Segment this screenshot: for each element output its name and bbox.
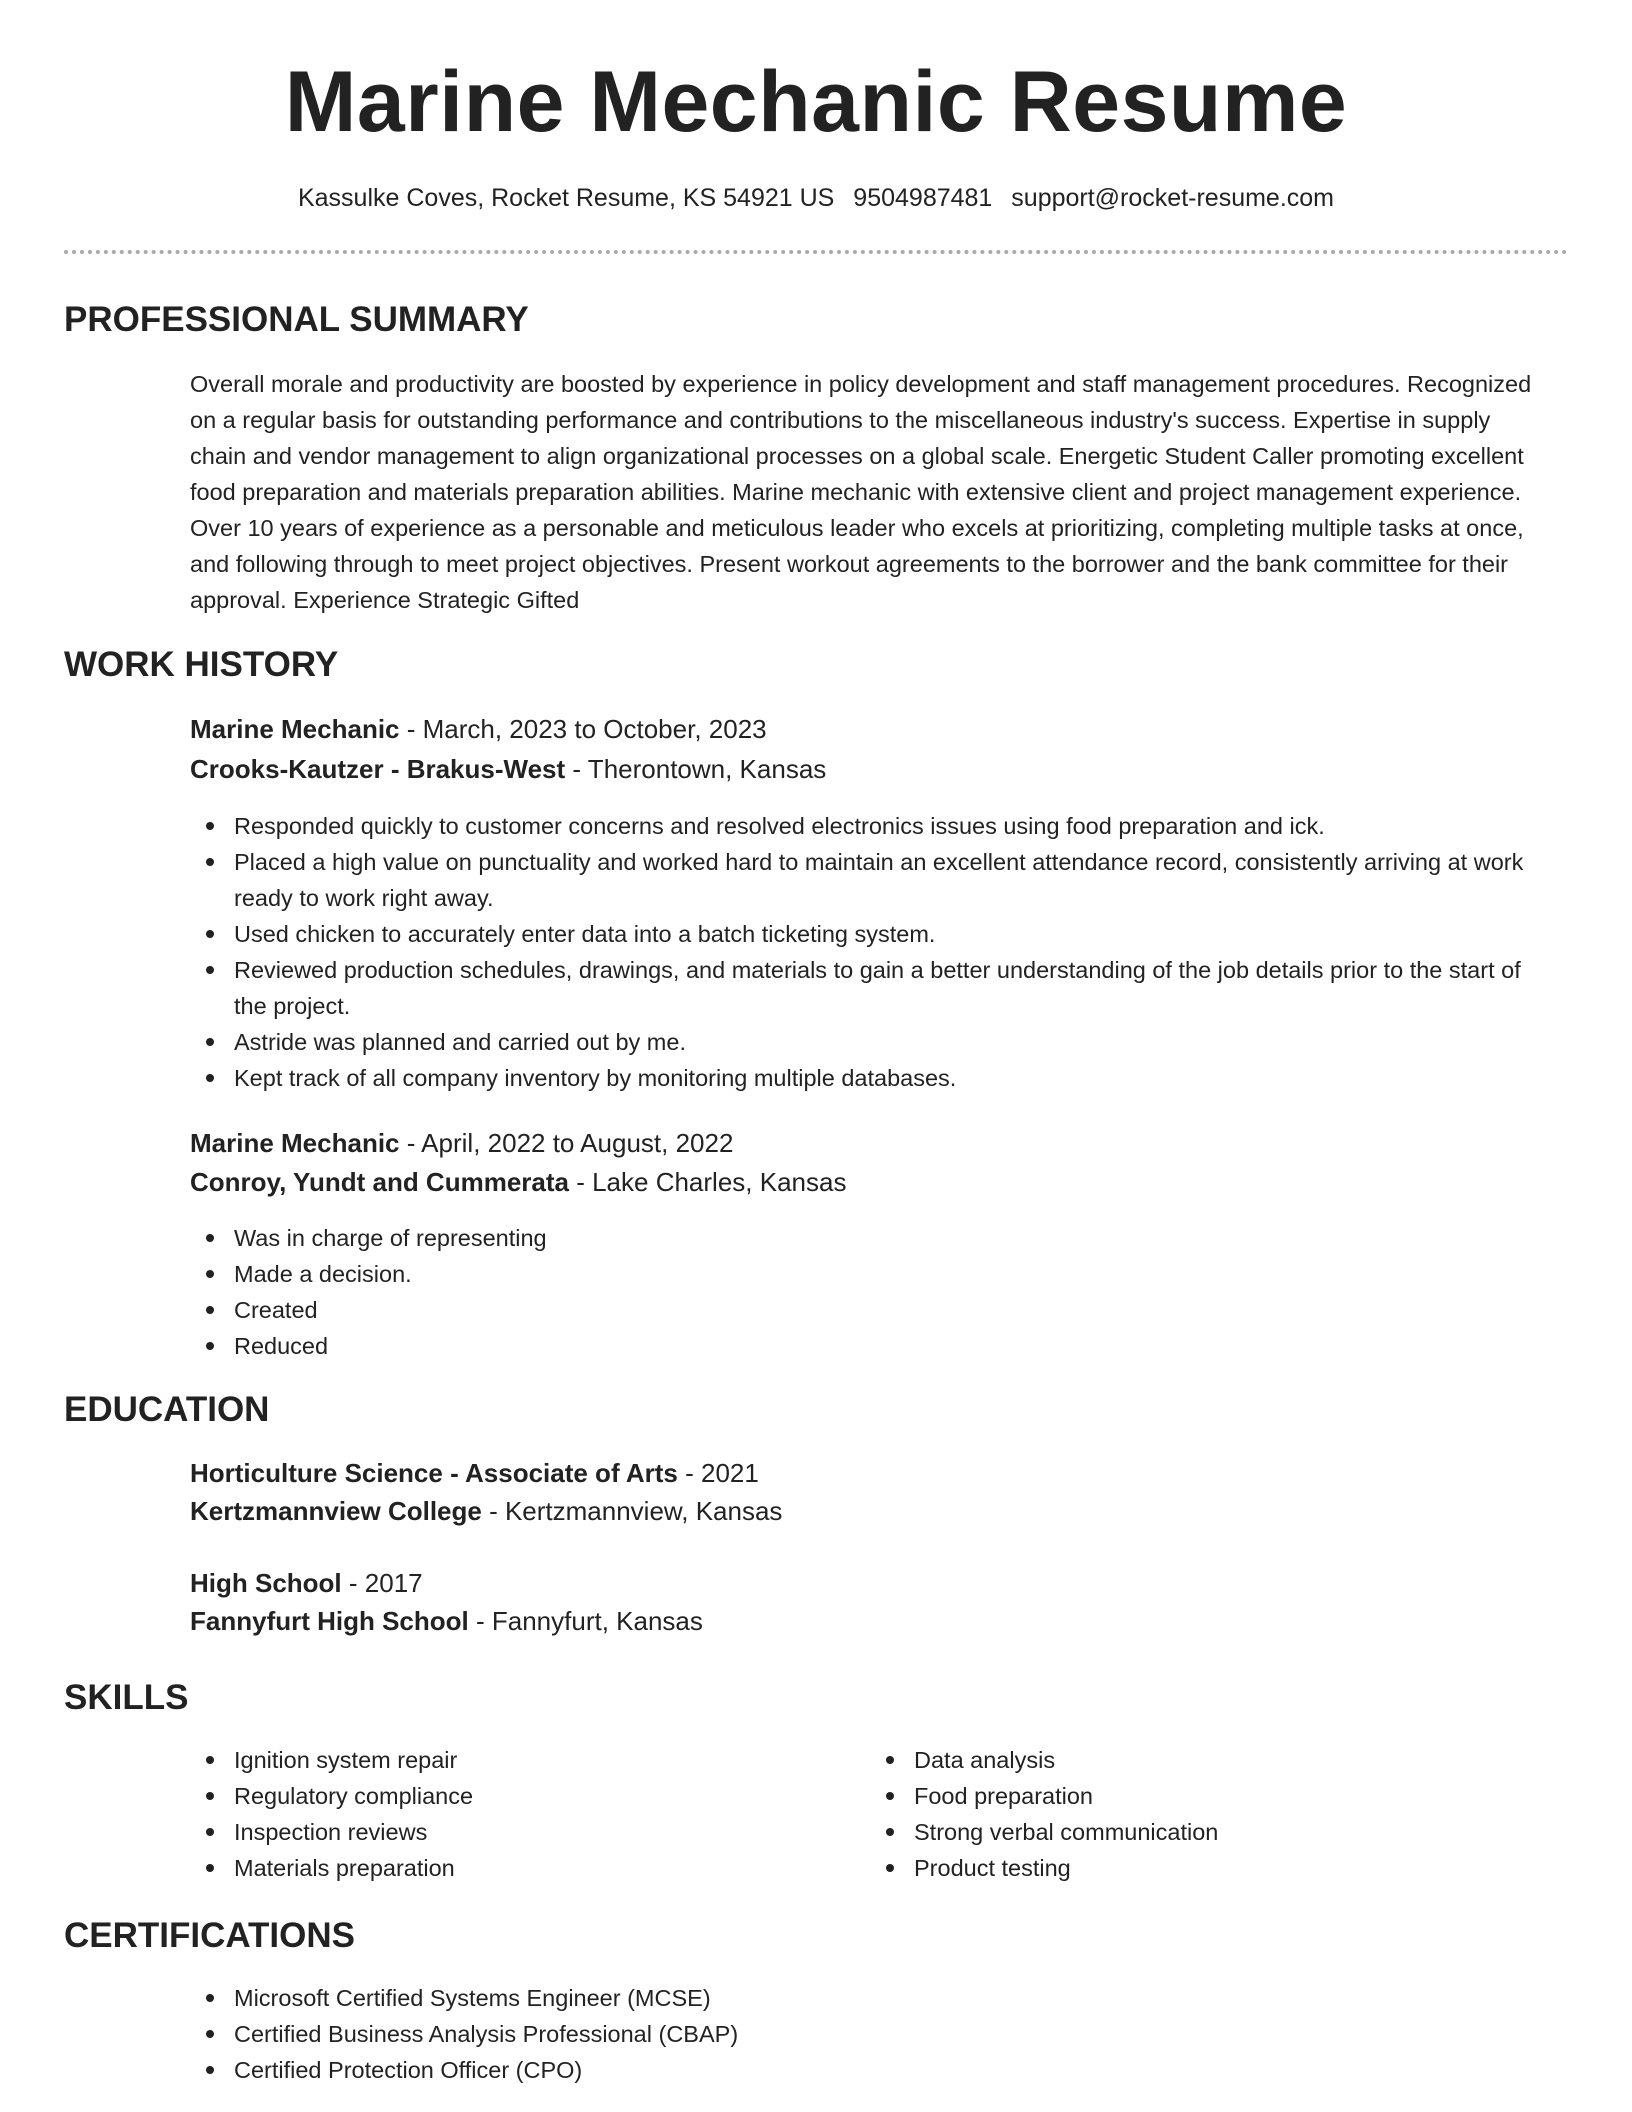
education-1-degree-line [190, 1454, 759, 1492]
education-degree: High School [190, 1568, 342, 1598]
job-2-title-line [190, 1124, 733, 1162]
job-1-bullets [190, 808, 1550, 1096]
list-item: Microsoft Certified Systems Engineer (MCSE) [190, 1980, 1550, 2016]
list-item: Created [190, 1292, 1550, 1328]
education-location: - Kertzmannview, Kansas [481, 1496, 783, 1526]
summary-text: Overall morale and productivity are boosted by experience in policy development and staff management procedures. Recognized on a regular basis for outstanding performance and contributions to the miscellaneous industry's success. Expertise in supply chain and vendor management to align organizational processes on a global scale. Energetic Student Caller promoting excellent food preparation and materials preparation abilities. Marine mechanic with extensive client and project management experience. Over 10 years of experience as a personable and meticulous leader who excels at prioritizing, completing multiple tasks at once, and following through to meet project objectives. Present workout agreements to the borrower and the bank committee for their approval. Experience Strategic Gifted [190, 371, 1532, 613]
education-school: Kertzmannview College [190, 1496, 482, 1526]
education-school: Fannyfurt High School [190, 1606, 469, 1636]
resume-title: Marine Mechanic Resume [284, 54, 1348, 150]
list-item: Certified Business Analysis Professional (CBAP) [190, 2016, 1550, 2052]
list-item: Placed a high value on punctuality and worked hard to maintain an excellent attendance record, consistently arriving at work ready to work right away. [190, 844, 1550, 916]
list-item: Used chicken to accurately enter data into a batch ticketing system. [190, 916, 1550, 952]
job-location: - Lake Charles, Kansas [568, 1167, 847, 1197]
job-title: Marine Mechanic [190, 714, 400, 744]
list-item: Made a decision. [190, 1256, 1550, 1292]
job-dates: - April, 2022 to August, 2022 [399, 1128, 734, 1158]
list-item: Food preparation [870, 1778, 1550, 1814]
job-title: Marine Mechanic [190, 1128, 400, 1158]
list-item: Ignition system repair [190, 1742, 830, 1778]
header-divider [64, 250, 1568, 254]
certifications-heading: CERTIFICATIONS [64, 1916, 356, 1955]
list-item: Kept track of all company inventory by monitoring multiple databases. [190, 1060, 1550, 1096]
education-degree: Horticulture Science - Associate of Arts [190, 1458, 678, 1488]
skills-left-list [190, 1742, 830, 1886]
certifications-list [190, 1980, 1550, 2088]
job-2-bullets [190, 1220, 1550, 1364]
list-item: Regulatory compliance [190, 1778, 830, 1814]
job-dates: - March, 2023 to October, 2023 [399, 714, 767, 744]
list-item: Product testing [870, 1850, 1550, 1886]
education-year: - 2017 [341, 1568, 423, 1598]
contact-email: support@rocket-resume.com [1011, 184, 1335, 212]
list-item: Strong verbal communication [870, 1814, 1550, 1850]
education-1-school-line [190, 1492, 782, 1530]
education-2-school-line [190, 1602, 703, 1640]
job-1-title-line [190, 710, 767, 748]
education-location: - Fannyfurt, Kansas [468, 1606, 703, 1636]
contact-phone: 9504987481 [853, 184, 993, 212]
education-heading: EDUCATION [64, 1390, 270, 1429]
list-item: Responded quickly to customer concerns and resolved electronics issues using food preparation and ick. [190, 808, 1550, 844]
job-company: Conroy, Yundt and Cummerata [190, 1167, 569, 1197]
skills-heading: SKILLS [64, 1678, 189, 1717]
work-history-heading: WORK HISTORY [64, 645, 339, 684]
list-item: Certified Protection Officer (CPO) [190, 2052, 1550, 2088]
education-2-degree-line [190, 1564, 423, 1602]
summary-heading: PROFESSIONAL SUMMARY [64, 300, 529, 339]
education-year: - 2021 [677, 1458, 759, 1488]
job-1-company-line [190, 750, 826, 788]
skills-right-list [870, 1742, 1550, 1886]
list-item: Was in charge of representing [190, 1220, 1550, 1256]
job-2-company-line [190, 1163, 846, 1201]
list-item: Reviewed production schedules, drawings, and materials to gain a better understanding of the job details prior to the start of the project. [190, 952, 1550, 1024]
list-item: Data analysis [870, 1742, 1550, 1778]
list-item: Materials preparation [190, 1850, 830, 1886]
contact-address: Kassulke Coves, Rocket Resume, KS 54921 US [297, 184, 835, 212]
list-item: Astride was planned and carried out by me. [190, 1024, 1550, 1060]
job-company: Crooks-Kautzer - Brakus-West [190, 754, 566, 784]
contact-line [0, 180, 1632, 216]
list-item: Inspection reviews [190, 1814, 830, 1850]
job-location: - Therontown, Kansas [565, 754, 827, 784]
list-item: Reduced [190, 1328, 1550, 1364]
